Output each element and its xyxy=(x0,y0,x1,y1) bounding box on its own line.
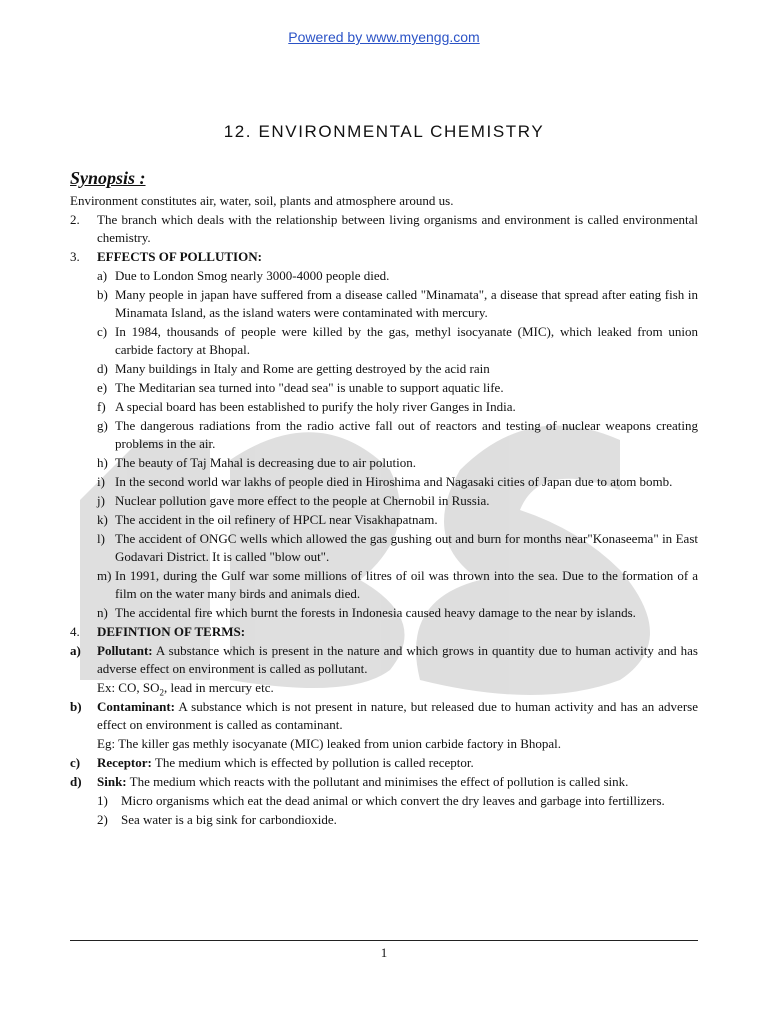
term-name: Receptor: xyxy=(97,755,152,770)
term-name: Contaminant: xyxy=(97,699,176,714)
effect-letter: l) xyxy=(97,531,105,546)
contaminant-example: Eg: The killer gas methly isocyanate (MIC) leaked from union carbide factory in Bhopal. xyxy=(97,736,562,751)
item-number: 4. xyxy=(70,624,80,639)
powered-by-link[interactable]: Powered by www.myengg.com xyxy=(288,29,480,45)
term-letter: c) xyxy=(70,755,81,770)
term-definition: The medium which is effected by pollution is called receptor. xyxy=(151,755,474,770)
page-title: 12. ENVIRONMENTAL CHEMISTRY xyxy=(223,122,545,141)
effect-item xyxy=(70,604,698,622)
effect-text: Nuclear pollution gave more effect to the people at Chernobil in Russia. xyxy=(115,493,490,508)
effect-item xyxy=(70,511,698,529)
effect-letter: f) xyxy=(97,399,106,414)
term-letter: d) xyxy=(70,774,82,789)
effect-letter: g) xyxy=(97,418,108,433)
sink-point: 1) Micro organisms which eat the dead animal or which convert the dry leaves and garbage into fertillizers. xyxy=(97,793,665,808)
list-item xyxy=(70,211,698,247)
effect-item xyxy=(70,360,698,378)
effect-text: The accident of ONGC wells which allowed the gas gushing out and burn for months near"Konaseema" in East Godavari District. It is called "blow out". xyxy=(115,531,698,564)
effect-item xyxy=(70,323,698,359)
definition-receptor xyxy=(70,754,698,772)
effect-letter: k) xyxy=(97,512,108,527)
effect-text: The Meditarian sea turned into "dead sea" is unable to support aquatic life. xyxy=(115,380,504,395)
effect-item xyxy=(70,286,698,322)
effect-text: Many people in japan have suffered from a disease called "Minamata", a disease that spread after eating fish in Minamata Island, as the island waters were contaminated with mercury. xyxy=(115,287,698,320)
term-definition: A substance which is present in the nature and which grows in quantity due to human activity and has adverse effect on environment is called as pollutant. xyxy=(97,643,698,676)
effect-text: Due to London Smog nearly 3000-4000 people died. xyxy=(115,268,390,283)
synopsis-heading: Synopsis : xyxy=(70,168,146,188)
item-number: 2. xyxy=(70,212,80,227)
page-number: 1 xyxy=(380,945,388,960)
effect-item xyxy=(70,492,698,510)
effect-text: In 1984, thousands of people were killed by the gas, methyl isocyanate (MIC), which leaked from union carbide factory at Bhopal. xyxy=(115,324,698,357)
effect-text: In the second world war lakhs of people died in Hiroshima and Nagasaki cities of Japan due to atom bomb. xyxy=(115,474,673,489)
term-name: Pollutant: xyxy=(97,643,153,658)
effect-text: A special board has been established to purify the holy river Ganges in India. xyxy=(115,399,516,414)
effect-letter: c) xyxy=(97,324,108,339)
effect-letter: n) xyxy=(97,605,108,620)
footer-divider xyxy=(70,940,698,941)
pollutant-example: Ex: CO, $SO_2$, lead in mercury etc. xyxy=(97,680,274,698)
effect-letter: e) xyxy=(97,380,108,395)
section-heading-effects: EFFECTS OF POLLUTION: xyxy=(97,249,262,264)
sink-point: 2) Sea water is a big sink for carbondioxide. xyxy=(97,812,337,827)
term-name: Sink: xyxy=(97,774,127,789)
effect-item xyxy=(70,267,698,285)
effect-text: In 1991, during the Gulf war some millions of litres of oil was thrown into the sea. Due to the formation of a film on the water many birds and animals died. xyxy=(115,568,698,601)
effect-letter: h) xyxy=(97,455,108,470)
synopsis-content xyxy=(70,192,698,830)
effect-item xyxy=(70,454,698,472)
definition-pollutant xyxy=(70,642,698,678)
effect-text: The beauty of Taj Mahal is decreasing due to air polution. xyxy=(115,455,417,470)
effect-letter: i) xyxy=(97,474,105,489)
effect-item xyxy=(70,398,698,416)
term-definition: The medium which reacts with the pollutant and minimises the effect of pollution is called sink. xyxy=(126,774,629,789)
effect-item xyxy=(70,530,698,566)
term-letter: b) xyxy=(70,699,82,714)
effect-letter: j) xyxy=(97,493,105,508)
effect-letter: d) xyxy=(97,361,108,376)
term-definition: A substance which is not present in nature, but released due to human activity and has an adverse effect on environment is called as contaminant. xyxy=(97,699,698,732)
intro-paragraph: Environment constitutes air, water, soil, plants and atmosphere around us. xyxy=(70,193,454,208)
effect-letter: m) xyxy=(97,568,112,583)
item-text: The branch which deals with the relationship between living organisms and environment is called environmental chemistry. xyxy=(97,212,698,245)
item-number: 3. xyxy=(70,249,80,264)
section-heading-definitions: DEFINTION OF TERMS: xyxy=(97,624,246,639)
effects-list xyxy=(70,267,698,622)
definition-contaminant xyxy=(70,698,698,734)
effect-item xyxy=(70,417,698,453)
effect-text: Many buildings in Italy and Rome are getting destroyed by the acid rain xyxy=(115,361,490,376)
effect-letter: b) xyxy=(97,287,108,302)
effect-item xyxy=(70,379,698,397)
effect-item xyxy=(70,567,698,603)
list-item xyxy=(70,248,698,266)
effect-letter: a) xyxy=(97,268,108,283)
effect-text: The accidental fire which burnt the forests in Indonesia caused heavy damage to the near by islands. xyxy=(115,605,636,620)
effect-text: The dangerous radiations from the radio active fall out of reactors and testing of nuclear weapons creating problems in the air. xyxy=(115,418,698,451)
effect-text: The accident in the oil refinery of HPCL near Visakhapatnam. xyxy=(115,512,438,527)
term-letter: a) xyxy=(70,643,81,658)
effect-item xyxy=(70,473,698,491)
definition-sink xyxy=(70,773,698,791)
list-item xyxy=(70,623,698,641)
